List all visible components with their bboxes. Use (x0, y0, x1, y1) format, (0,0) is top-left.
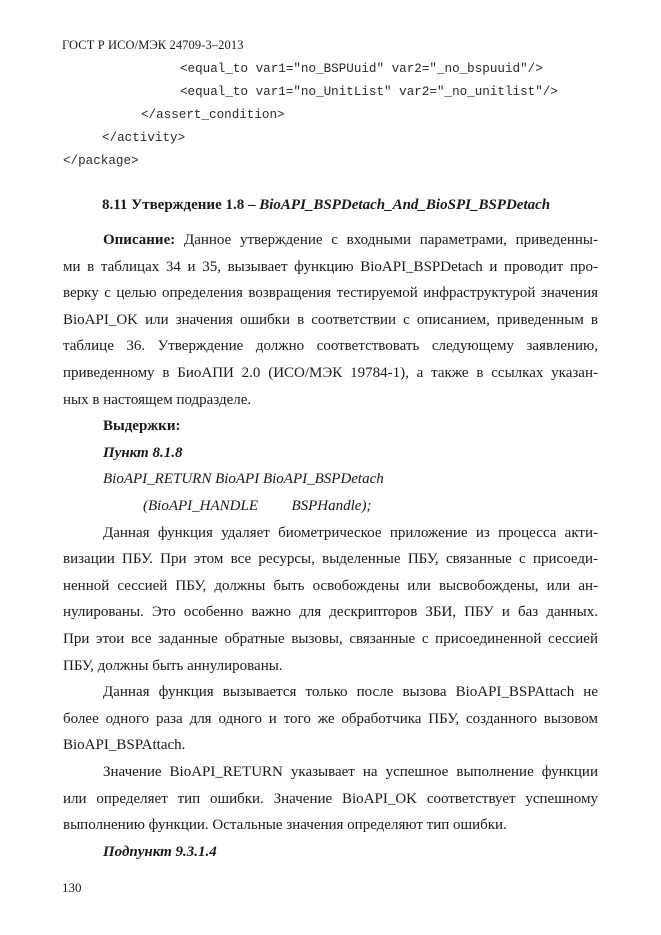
section-title-text: Утверждение 1.8 – (131, 197, 260, 213)
code-line: <equal_to var1="no_BSPUuid" var2="_no_bspuuid"/> (180, 62, 543, 76)
paragraph-line: визации ПБУ. При этом все ресурсы, выделенные ПБУ, связанные с присоеди- (63, 551, 598, 568)
section-title-function: BioAPI_BSPDetach_And_BioSPI_BSPDetach (259, 197, 551, 213)
paragraph-line: BioAPI_BSPAttach. (63, 737, 186, 754)
description-line: приведенному в БиоАПИ 2.0 (ИСО/МЭК 19784-1), а также в ссылках указан- (63, 365, 598, 381)
description-line: BioAPI_OK или значения ошибки в соответствии с описанием, приведенным в (63, 311, 598, 328)
code-line: </assert_condition> (141, 108, 285, 122)
excerpts-label: Выдержки: (103, 418, 181, 435)
paragraph-line: более одного раза для одного и того же обработчика ПБУ, созданного вызовом (63, 710, 598, 727)
function-parameter (63, 494, 598, 518)
paragraph-line: Значение BioAPI_RETURN указывает на успешное выполнение функции (103, 764, 598, 780)
clause-heading: Пункт 8.1.8 (103, 444, 183, 461)
subclause-heading: Подпункт 9.3.1.4 (103, 843, 217, 860)
description-line: Описание: Данное утверждение с входными параметрами, приведенны- (103, 232, 598, 248)
code-line: </activity> (102, 131, 186, 145)
code-line: <equal_to var1="no_UnitList" var2="_no_unitlist"/> (180, 85, 558, 99)
standard-header: ГОСТ Р ИСО/МЭК 24709-3–2013 (62, 38, 244, 52)
paragraph-line: Данная функция вызывается только после вызова BioAPI_BSPAttach не (103, 684, 598, 701)
paragraph-line: Данная функция удаляет биометрическое приложение из процесса акти- (103, 524, 598, 541)
section-number: 8.11 (102, 197, 128, 213)
parameter-name: BSPHandle); (291, 498, 372, 514)
paragraph-line: выполнению функции. Остальные значения определяют тип ошибки. (63, 817, 507, 834)
function-signature: BioAPI_RETURN BioAPI BioAPI_BSPDetach (103, 471, 384, 488)
paragraph-line: ненной сессией ПБУ, должны быть освобождены или высвобождены, или ан- (63, 577, 598, 594)
parameter-type: (BioAPI_HANDLE (143, 498, 258, 514)
paragraph-line: ПБУ, должны быть аннулированы. (63, 657, 283, 674)
code-line: </package> (63, 154, 139, 168)
paragraph-line: При этои все заданные обратные вызовы, связанные с присоединенной сессией (63, 631, 598, 647)
page-number: 130 (62, 880, 82, 895)
description-label: Описание: (103, 232, 176, 248)
paragraph-line: нулированы. Это особенно важно для дескрипторов ЗБИ, ПБУ и баз данных. (63, 604, 598, 621)
description-line: ных в настоящем подразделе. (63, 391, 252, 408)
section-heading (102, 197, 550, 214)
description-line: верку с целью определения возвращения тестируемой инфраструктурой значения (63, 285, 598, 302)
paragraph-line: или определяет тип ошибки. Значение BioAPI_OK соответствует успешному (63, 790, 598, 807)
description-line: таблице 36. Утверждение должно соответствовать следующему заявлению, (63, 338, 598, 355)
description-line: ми в таблицах 34 и 35, вызывает функцию BioAPI_BSPDetach и проводит про- (63, 258, 598, 275)
